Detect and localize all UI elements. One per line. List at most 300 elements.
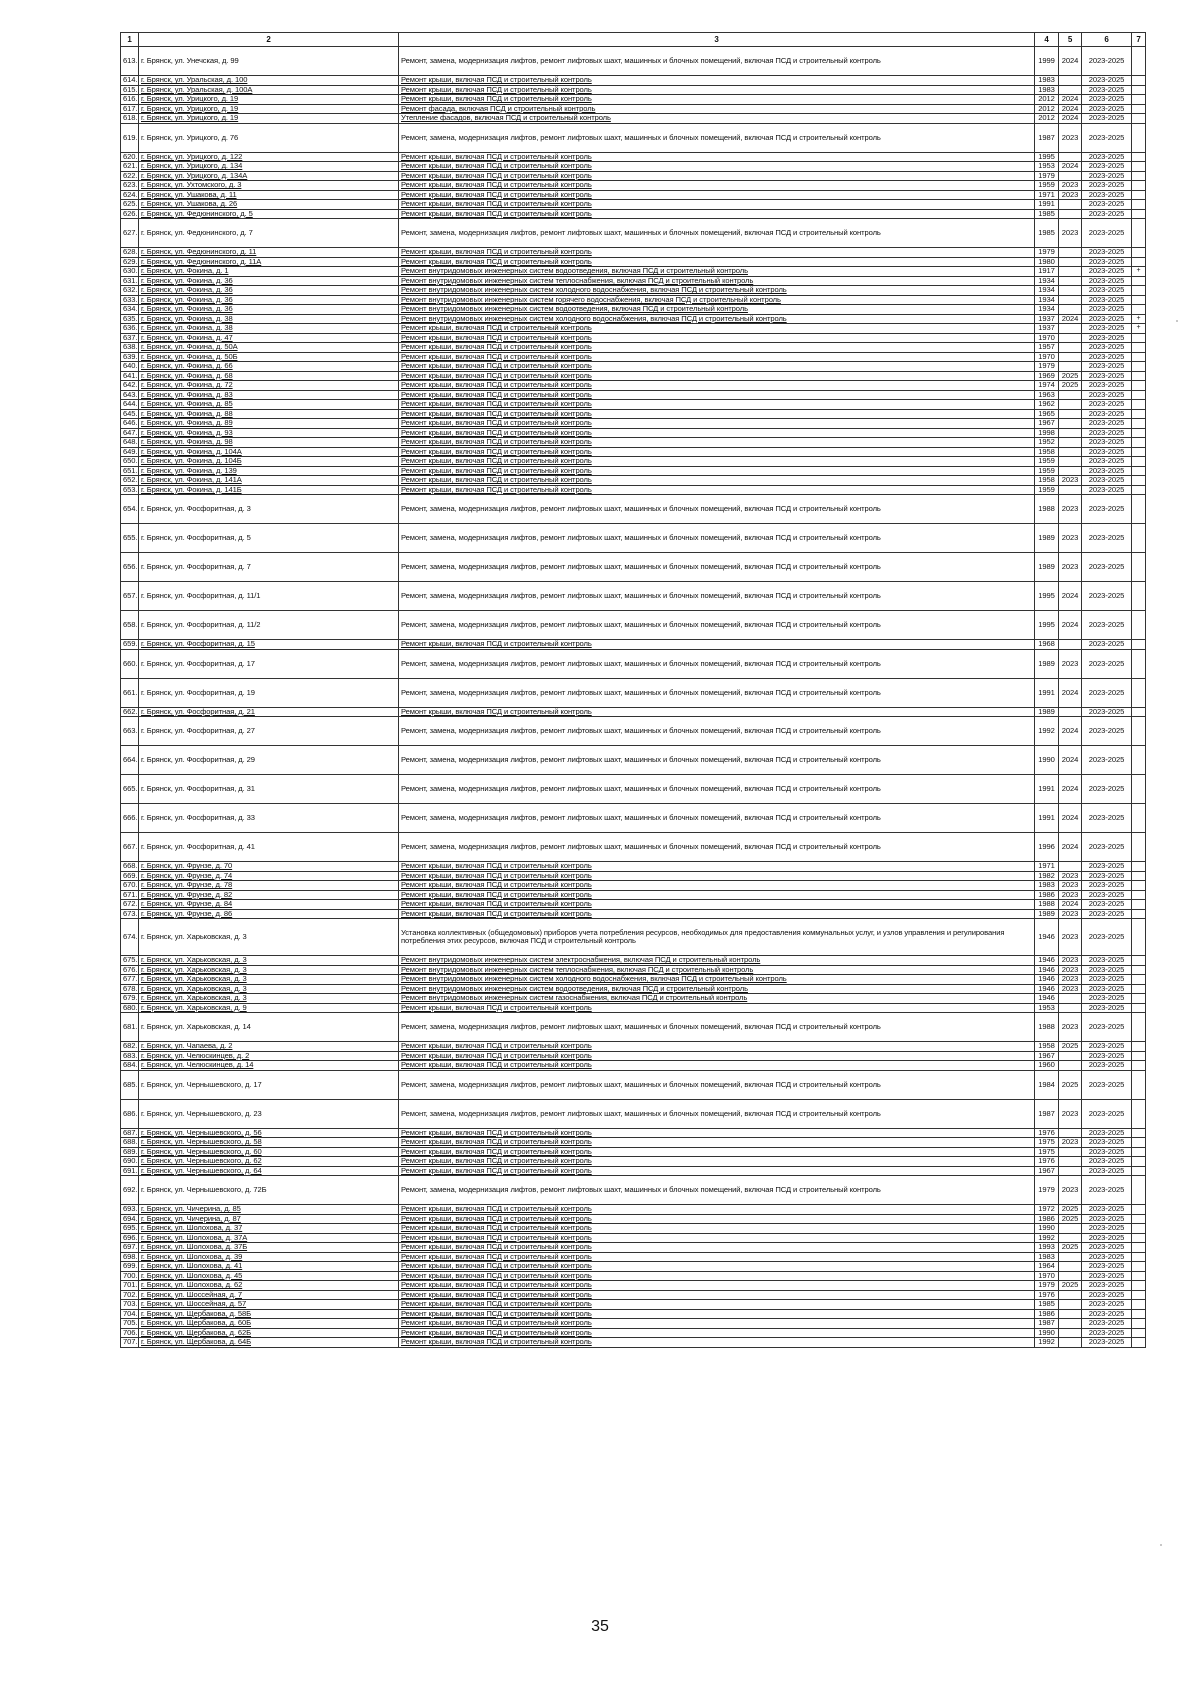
mark-cell xyxy=(1132,104,1146,114)
build-year-cell: 1991 xyxy=(1035,804,1059,833)
mark-cell: + xyxy=(1132,324,1146,334)
page-number: 35 xyxy=(591,1618,609,1635)
row-number: 629. xyxy=(121,257,139,267)
period-cell: 2023-2025 xyxy=(1082,1271,1132,1281)
period-cell: 2023-2025 xyxy=(1082,1281,1132,1291)
work-type-cell: Ремонт крыши, включая ПСД и строительный контроль xyxy=(399,409,1035,419)
row-number: 688. xyxy=(121,1138,139,1148)
build-year-cell: 1976 xyxy=(1035,1290,1059,1300)
mark-cell xyxy=(1132,909,1146,919)
work-type-cell: Ремонт внутридомовых инженерных систем холодного водоснабжения, включая ПСД и строительный контроль xyxy=(399,286,1035,296)
period-cell: 2023-2025 xyxy=(1082,343,1132,353)
period-cell: 2023-2025 xyxy=(1082,95,1132,105)
year-cell: 2023 xyxy=(1059,975,1082,985)
year-cell: 2023 xyxy=(1059,1138,1082,1148)
build-year-cell: 1962 xyxy=(1035,400,1059,410)
table-row xyxy=(121,640,1146,650)
address-cell: г. Брянск, ул. Фосфоритная, д. 11/1 xyxy=(139,582,399,611)
build-year-cell: 1983 xyxy=(1035,76,1059,86)
year-cell xyxy=(1059,1271,1082,1281)
period-cell: 2023-2025 xyxy=(1082,994,1132,1004)
period-cell: 2023-2025 xyxy=(1082,1013,1132,1042)
row-number: 648. xyxy=(121,438,139,448)
row-number: 642. xyxy=(121,381,139,391)
period-cell: 2023-2025 xyxy=(1082,1290,1132,1300)
year-cell xyxy=(1059,85,1082,95)
work-type-cell: Ремонт крыши, включая ПСД и строительный контроль xyxy=(399,1003,1035,1013)
mark-cell xyxy=(1132,746,1146,775)
year-cell: 2023 xyxy=(1059,984,1082,994)
table-row xyxy=(121,717,1146,746)
year-cell: 2024 xyxy=(1059,678,1082,707)
row-number: 685. xyxy=(121,1070,139,1099)
build-year-cell: 1985 xyxy=(1035,209,1059,219)
work-type-cell: Ремонт внутридомовых инженерных систем водоотведения, включая ПСД и строительный контроль xyxy=(399,267,1035,277)
build-year-cell: 1995 xyxy=(1035,582,1059,611)
table-row xyxy=(121,476,1146,486)
period-cell: 2023-2025 xyxy=(1082,1300,1132,1310)
address-cell: г. Брянск, ул. Урицкого, д. 122 xyxy=(139,152,399,162)
row-number: 626. xyxy=(121,209,139,219)
work-type-cell: Ремонт крыши, включая ПСД и строительный контроль xyxy=(399,881,1035,891)
address-cell: г. Брянск, ул. Уральская, д. 100 xyxy=(139,76,399,86)
mark-cell xyxy=(1132,984,1146,994)
mark-cell xyxy=(1132,333,1146,343)
mark-cell xyxy=(1132,890,1146,900)
period-cell: 2023-2025 xyxy=(1082,1319,1132,1329)
year-cell: 2024 xyxy=(1059,746,1082,775)
period-cell: 2023-2025 xyxy=(1082,707,1132,717)
address-cell: г. Брянск, ул. Ушакова, д. 26 xyxy=(139,200,399,210)
table-row xyxy=(121,286,1146,296)
address-cell: г. Брянск, ул. Фрунзе, д. 74 xyxy=(139,871,399,881)
address-cell: г. Брянск, ул. Фокина, д. 139 xyxy=(139,466,399,476)
address-cell: г. Брянск, ул. Шолохова, д. 45 xyxy=(139,1271,399,1281)
mark-cell xyxy=(1132,611,1146,640)
row-number: 647. xyxy=(121,428,139,438)
period-cell: 2023-2025 xyxy=(1082,495,1132,524)
mark-cell xyxy=(1132,804,1146,833)
address-cell: г. Брянск, ул. Харьковская, д. 3 xyxy=(139,975,399,985)
table-row xyxy=(121,804,1146,833)
year-cell: 2025 xyxy=(1059,1042,1082,1052)
table-row xyxy=(121,678,1146,707)
build-year-cell: 1983 xyxy=(1035,85,1059,95)
year-cell xyxy=(1059,362,1082,372)
year-cell xyxy=(1059,171,1082,181)
period-cell: 2023-2025 xyxy=(1082,871,1132,881)
build-year-cell: 1996 xyxy=(1035,833,1059,862)
row-number: 701. xyxy=(121,1281,139,1291)
year-cell xyxy=(1059,152,1082,162)
build-year-cell: 1987 xyxy=(1035,123,1059,152)
build-year-cell: 1986 xyxy=(1035,1214,1059,1224)
mark-cell xyxy=(1132,466,1146,476)
year-cell xyxy=(1059,1262,1082,1272)
work-type-cell: Ремонт крыши, включая ПСД и строительный контроль xyxy=(399,707,1035,717)
period-cell: 2023-2025 xyxy=(1082,1233,1132,1243)
build-year-cell: 1970 xyxy=(1035,352,1059,362)
mark-cell xyxy=(1132,1243,1146,1253)
mark-cell xyxy=(1132,343,1146,353)
mark-cell xyxy=(1132,1309,1146,1319)
table-row xyxy=(121,956,1146,966)
address-cell: г. Брянск, ул. Фосфоритная, д. 33 xyxy=(139,804,399,833)
mark-cell xyxy=(1132,476,1146,486)
row-number: 645. xyxy=(121,409,139,419)
row-number: 632. xyxy=(121,286,139,296)
build-year-cell: 1917 xyxy=(1035,267,1059,277)
table-row xyxy=(121,400,1146,410)
address-cell: г. Брянск, ул. Ухтомского, д. 3 xyxy=(139,181,399,191)
period-cell: 2023-2025 xyxy=(1082,1128,1132,1138)
row-number: 674. xyxy=(121,919,139,956)
mark-cell xyxy=(1132,295,1146,305)
row-number: 638. xyxy=(121,343,139,353)
period-cell: 2023-2025 xyxy=(1082,717,1132,746)
work-type-cell: Ремонт крыши, включая ПСД и строительный контроль xyxy=(399,190,1035,200)
address-cell: г. Брянск, ул. Уральская, д. 100А xyxy=(139,85,399,95)
year-cell: 2023 xyxy=(1059,476,1082,486)
work-type-cell: Ремонт, замена, модернизация лифтов, ремонт лифтовых шахт, машинных и блочных помещений, включая ПСД и строительный контроль xyxy=(399,717,1035,746)
mark-cell xyxy=(1132,371,1146,381)
table-row xyxy=(121,881,1146,891)
row-number: 699. xyxy=(121,1262,139,1272)
mark-cell xyxy=(1132,381,1146,391)
row-number: 677. xyxy=(121,975,139,985)
build-year-cell: 1989 xyxy=(1035,524,1059,553)
address-cell: г. Брянск, ул. Фокина, д. 72 xyxy=(139,381,399,391)
year-cell xyxy=(1059,276,1082,286)
mark-cell xyxy=(1132,1013,1146,1042)
period-cell: 2023-2025 xyxy=(1082,1138,1132,1148)
header-col-3: 3 xyxy=(399,33,1035,47)
mark-cell xyxy=(1132,248,1146,258)
period-cell: 2023-2025 xyxy=(1082,1243,1132,1253)
year-cell xyxy=(1059,324,1082,334)
table-row xyxy=(121,746,1146,775)
address-cell: г. Брянск, ул. Фосфоритная, д. 17 xyxy=(139,649,399,678)
table-row xyxy=(121,1300,1146,1310)
row-number: 636. xyxy=(121,324,139,334)
work-type-cell: Ремонт, замена, модернизация лифтов, ремонт лифтовых шахт, машинных и блочных помещений, включая ПСД и строительный контроль xyxy=(399,611,1035,640)
address-cell: г. Брянск, ул. Чичерина, д. 87 xyxy=(139,1214,399,1224)
table-row xyxy=(121,919,1146,956)
year-cell xyxy=(1059,76,1082,86)
mark-cell xyxy=(1132,640,1146,650)
table-row xyxy=(121,1319,1146,1329)
row-number: 653. xyxy=(121,485,139,495)
work-type-cell: Ремонт внутридомовых инженерных систем холодного водоснабжения, включая ПСД и строительный контроль xyxy=(399,314,1035,324)
row-number: 618. xyxy=(121,114,139,124)
table-row xyxy=(121,276,1146,286)
mark-cell xyxy=(1132,956,1146,966)
row-number: 707. xyxy=(121,1338,139,1348)
mark-cell xyxy=(1132,1224,1146,1234)
period-cell: 2023-2025 xyxy=(1082,267,1132,277)
period-cell: 2023-2025 xyxy=(1082,900,1132,910)
year-cell: 2024 xyxy=(1059,775,1082,804)
year-cell xyxy=(1059,1147,1082,1157)
address-cell: г. Брянск, ул. Фосфоритная, д. 3 xyxy=(139,495,399,524)
year-cell: 2023 xyxy=(1059,495,1082,524)
year-cell xyxy=(1059,1128,1082,1138)
work-type-cell: Ремонт крыши, включая ПСД и строительный контроль xyxy=(399,1338,1035,1348)
mark-cell xyxy=(1132,717,1146,746)
row-number: 678. xyxy=(121,984,139,994)
address-cell: г. Брянск, ул. Щербакова, д. 58Б xyxy=(139,1309,399,1319)
year-cell xyxy=(1059,438,1082,448)
row-number: 639. xyxy=(121,352,139,362)
table-body xyxy=(121,33,1146,1348)
year-cell: 2023 xyxy=(1059,553,1082,582)
row-number: 693. xyxy=(121,1205,139,1215)
mark-cell xyxy=(1132,219,1146,248)
table-row xyxy=(121,1205,1146,1215)
address-cell: г. Брянск, ул. Фрунзе, д. 78 xyxy=(139,881,399,891)
address-cell: г. Брянск, ул. Шолохова, д. 62 xyxy=(139,1281,399,1291)
work-type-cell: Ремонт крыши, включая ПСД и строительный контроль xyxy=(399,1138,1035,1148)
mark-cell xyxy=(1132,678,1146,707)
address-cell: г. Брянск, ул. Чернышевского, д. 23 xyxy=(139,1099,399,1128)
row-number: 667. xyxy=(121,833,139,862)
mark-cell xyxy=(1132,362,1146,372)
address-cell: г. Брянск, ул. Шоссейная, д. 57 xyxy=(139,1300,399,1310)
build-year-cell: 1979 xyxy=(1035,1281,1059,1291)
build-year-cell: 1979 xyxy=(1035,171,1059,181)
address-cell: г. Брянск, ул. Фокина, д. 36 xyxy=(139,276,399,286)
year-cell xyxy=(1059,1319,1082,1329)
work-type-cell: Ремонт крыши, включая ПСД и строительный контроль xyxy=(399,400,1035,410)
build-year-cell: 1968 xyxy=(1035,640,1059,650)
work-type-cell: Ремонт внутридомовых инженерных систем газоснабжения, включая ПСД и строительный контроль xyxy=(399,994,1035,1004)
address-cell: г. Брянск, ул. Фокина, д. 89 xyxy=(139,419,399,429)
address-cell: г. Брянск, ул. Фосфоритная, д. 21 xyxy=(139,707,399,717)
work-type-cell: Ремонт, замена, модернизация лифтов, ремонт лифтовых шахт, машинных и блочных помещений, включая ПСД и строительный контроль xyxy=(399,804,1035,833)
row-number: 651. xyxy=(121,466,139,476)
build-year-cell: 1989 xyxy=(1035,909,1059,919)
mark-cell xyxy=(1132,200,1146,210)
period-cell: 2023-2025 xyxy=(1082,746,1132,775)
table-row xyxy=(121,267,1146,277)
mark-cell xyxy=(1132,114,1146,124)
build-year-cell: 1946 xyxy=(1035,919,1059,956)
row-number: 621. xyxy=(121,162,139,172)
build-year-cell: 1991 xyxy=(1035,775,1059,804)
period-cell: 2023-2025 xyxy=(1082,1309,1132,1319)
mark-cell xyxy=(1132,1042,1146,1052)
table-row xyxy=(121,447,1146,457)
work-type-cell: Ремонт, замена, модернизация лифтов, ремонт лифтовых шахт, машинных и блочных помещений, включая ПСД и строительный контроль xyxy=(399,775,1035,804)
table-row xyxy=(121,95,1146,105)
row-number: 694. xyxy=(121,1214,139,1224)
work-type-cell: Ремонт крыши, включая ПСД и строительный контроль xyxy=(399,447,1035,457)
address-cell: г. Брянск, ул. Фокина, д. 93 xyxy=(139,428,399,438)
mark-cell: + xyxy=(1132,314,1146,324)
row-number: 683. xyxy=(121,1051,139,1061)
address-cell: г. Брянск, ул. Чернышевского, д. 62 xyxy=(139,1157,399,1167)
build-year-cell: 1946 xyxy=(1035,994,1059,1004)
work-type-cell: Ремонт крыши, включая ПСД и строительный контроль xyxy=(399,438,1035,448)
build-year-cell: 1946 xyxy=(1035,984,1059,994)
row-number: 634. xyxy=(121,305,139,315)
row-number: 659. xyxy=(121,640,139,650)
mark-cell xyxy=(1132,181,1146,191)
address-cell: г. Брянск, ул. Фокина, д. 36 xyxy=(139,305,399,315)
address-cell: г. Брянск, ул. Шолохова, д. 41 xyxy=(139,1262,399,1272)
work-type-cell: Ремонт крыши, включая ПСД и строительный контроль xyxy=(399,862,1035,872)
mark-cell xyxy=(1132,276,1146,286)
period-cell: 2023-2025 xyxy=(1082,447,1132,457)
table-row xyxy=(121,1309,1146,1319)
work-type-cell: Ремонт крыши, включая ПСД и строительный контроль xyxy=(399,900,1035,910)
table-row xyxy=(121,419,1146,429)
mark-cell xyxy=(1132,1262,1146,1272)
period-cell: 2023-2025 xyxy=(1082,123,1132,152)
period-cell: 2023-2025 xyxy=(1082,890,1132,900)
row-number: 670. xyxy=(121,881,139,891)
build-year-cell: 1959 xyxy=(1035,466,1059,476)
year-cell xyxy=(1059,994,1082,1004)
mark-cell xyxy=(1132,85,1146,95)
row-number: 635. xyxy=(121,314,139,324)
work-type-cell: Установка коллективных (общедомовых) приборов учета потребления ресурсов, необходимых для предоставления коммунальных услуг, и узлов управления и регулирования потребления этих ресурсов, включая ПСД и строительный контроль xyxy=(399,919,1035,956)
build-year-cell: 2012 xyxy=(1035,104,1059,114)
year-cell: 2024 xyxy=(1059,582,1082,611)
work-type-cell: Ремонт крыши, включая ПСД и строительный контроль xyxy=(399,476,1035,486)
work-type-cell: Ремонт крыши, включая ПСД и строительный контроль xyxy=(399,371,1035,381)
address-cell: г. Брянск, ул. Федюнинского, д. 11А xyxy=(139,257,399,267)
row-number: 627. xyxy=(121,219,139,248)
period-cell: 2023-2025 xyxy=(1082,76,1132,86)
table-row xyxy=(121,775,1146,804)
work-type-cell: Ремонт внутридомовых инженерных систем электроснабжения, включая ПСД и строительный контроль xyxy=(399,956,1035,966)
row-number: 680. xyxy=(121,1003,139,1013)
row-number: 644. xyxy=(121,400,139,410)
period-cell: 2023-2025 xyxy=(1082,1051,1132,1061)
work-type-cell: Ремонт крыши, включая ПСД и строительный контроль xyxy=(399,428,1035,438)
table-row xyxy=(121,524,1146,553)
period-cell: 2023-2025 xyxy=(1082,919,1132,956)
mark-cell xyxy=(1132,1290,1146,1300)
table-row xyxy=(121,76,1146,86)
build-year-cell: 1934 xyxy=(1035,305,1059,315)
work-type-cell: Ремонт крыши, включая ПСД и строительный контроль xyxy=(399,343,1035,353)
build-year-cell: 1982 xyxy=(1035,871,1059,881)
address-cell: г. Брянск, ул. Урицкого, д. 76 xyxy=(139,123,399,152)
mark-cell xyxy=(1132,524,1146,553)
build-year-cell: 1959 xyxy=(1035,181,1059,191)
work-type-cell: Ремонт крыши, включая ПСД и строительный контроль xyxy=(399,152,1035,162)
row-number: 656. xyxy=(121,553,139,582)
row-number: 660. xyxy=(121,649,139,678)
address-cell: г. Брянск, ул. Фокина, д. 104А xyxy=(139,447,399,457)
build-year-cell: 1985 xyxy=(1035,1300,1059,1310)
row-number: 681. xyxy=(121,1013,139,1042)
period-cell: 2023-2025 xyxy=(1082,956,1132,966)
table-row xyxy=(121,200,1146,210)
address-cell: г. Брянск, ул. Урицкого, д. 19 xyxy=(139,95,399,105)
mark-cell xyxy=(1132,965,1146,975)
address-cell: г. Брянск, ул. Унечская, д. 99 xyxy=(139,47,399,76)
work-type-cell: Ремонт, замена, модернизация лифтов, ремонт лифтовых шахт, машинных и блочных помещений, включая ПСД и строительный контроль xyxy=(399,219,1035,248)
scan-speck xyxy=(1160,1544,1162,1546)
period-cell: 2023-2025 xyxy=(1082,286,1132,296)
period-cell: 2023-2025 xyxy=(1082,881,1132,891)
mark-cell xyxy=(1132,1328,1146,1338)
mark-cell xyxy=(1132,438,1146,448)
mark-cell xyxy=(1132,409,1146,419)
table-row xyxy=(121,324,1146,334)
table-row xyxy=(121,1013,1146,1042)
mark-cell xyxy=(1132,1157,1146,1167)
period-cell: 2023-2025 xyxy=(1082,200,1132,210)
address-cell: г. Брянск, ул. Фрунзе, д. 86 xyxy=(139,909,399,919)
address-cell: г. Брянск, ул. Фокина, д. 66 xyxy=(139,362,399,372)
build-year-cell: 1957 xyxy=(1035,343,1059,353)
table-row xyxy=(121,1128,1146,1138)
table-row xyxy=(121,409,1146,419)
year-cell: 2023 xyxy=(1059,649,1082,678)
work-type-cell: Ремонт крыши, включая ПСД и строительный контроль xyxy=(399,1281,1035,1291)
year-cell xyxy=(1059,267,1082,277)
period-cell: 2023-2025 xyxy=(1082,276,1132,286)
row-number: 684. xyxy=(121,1061,139,1071)
work-type-cell: Ремонт крыши, включая ПСД и строительный контроль xyxy=(399,466,1035,476)
period-cell: 2023-2025 xyxy=(1082,965,1132,975)
mark-cell xyxy=(1132,76,1146,86)
table-row xyxy=(121,1176,1146,1205)
period-cell: 2023-2025 xyxy=(1082,219,1132,248)
table-row xyxy=(121,114,1146,124)
build-year-cell: 1980 xyxy=(1035,257,1059,267)
address-cell: г. Брянск, ул. Фокина, д. 88 xyxy=(139,409,399,419)
mark-cell xyxy=(1132,1338,1146,1348)
row-number: 671. xyxy=(121,890,139,900)
year-cell: 2023 xyxy=(1059,881,1082,891)
address-cell: г. Брянск, ул. Фокина, д. 38 xyxy=(139,314,399,324)
row-number: 662. xyxy=(121,707,139,717)
period-cell: 2023-2025 xyxy=(1082,428,1132,438)
mark-cell: + xyxy=(1132,267,1146,277)
period-cell: 2023-2025 xyxy=(1082,362,1132,372)
address-cell: г. Брянск, ул. Фокина, д. 47 xyxy=(139,333,399,343)
row-number: 623. xyxy=(121,181,139,191)
work-type-cell: Ремонт крыши, включая ПСД и строительный контроль xyxy=(399,1319,1035,1329)
row-number: 702. xyxy=(121,1290,139,1300)
work-type-cell: Ремонт внутридомовых инженерных систем теплоснабжения, включая ПСД и строительный контроль xyxy=(399,965,1035,975)
mark-cell xyxy=(1132,1300,1146,1310)
year-cell: 2025 xyxy=(1059,381,1082,391)
build-year-cell: 1979 xyxy=(1035,1176,1059,1205)
address-cell: г. Брянск, ул. Шолохова, д. 39 xyxy=(139,1252,399,1262)
year-cell xyxy=(1059,333,1082,343)
year-cell xyxy=(1059,1338,1082,1348)
build-year-cell: 1953 xyxy=(1035,1003,1059,1013)
mark-cell xyxy=(1132,47,1146,76)
work-type-cell: Ремонт крыши, включая ПСД и строительный контроль xyxy=(399,362,1035,372)
mark-cell xyxy=(1132,1099,1146,1128)
period-cell: 2023-2025 xyxy=(1082,775,1132,804)
year-cell: 2025 xyxy=(1059,1214,1082,1224)
table-row xyxy=(121,343,1146,353)
table-row xyxy=(121,428,1146,438)
period-cell: 2023-2025 xyxy=(1082,152,1132,162)
mark-cell xyxy=(1132,994,1146,1004)
period-cell: 2023-2025 xyxy=(1082,104,1132,114)
mark-cell xyxy=(1132,171,1146,181)
year-cell: 2024 xyxy=(1059,162,1082,172)
